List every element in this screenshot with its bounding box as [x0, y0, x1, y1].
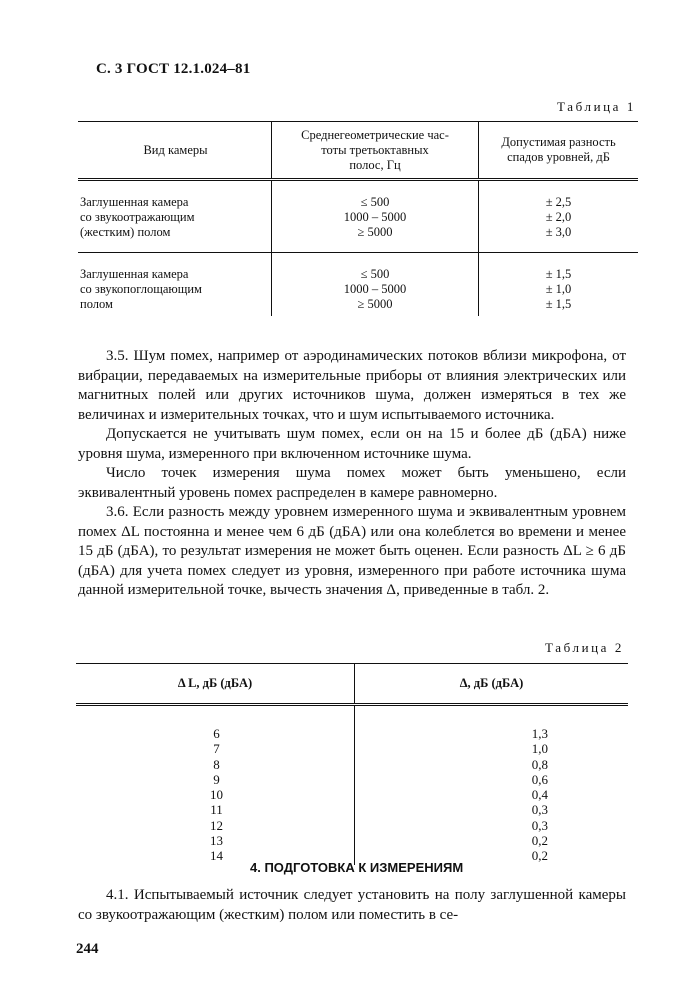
- table2-cell: 1,0: [531, 741, 548, 757]
- table1-cell-camera: Заглушенная камера со звукопоглощающим полом: [80, 267, 202, 311]
- table1-header-frequency: Среднегеометрические час- тоты третьоктавных полос, Гц: [272, 122, 479, 180]
- table2-cell: 9: [213, 771, 220, 787]
- table1-cell-camera: Заглушенная камера со звукоотражающим (жестким) полом: [78, 180, 272, 253]
- table2-cell: 0,2: [531, 833, 548, 849]
- table2-header-delta: Δ, дБ (дБА): [355, 664, 629, 705]
- table2-cell: 1,3: [531, 726, 548, 741]
- table2-cell: 7: [213, 741, 220, 757]
- table2-cell: 0,3: [531, 802, 548, 818]
- table2-cell: 0,2: [531, 848, 548, 864]
- paragraph-4-1: 4.1. Испытываемый источник следует установить на полу заглушенной камеры со звукоотражающим (жестким) полом или поместить в се-: [78, 887, 626, 923]
- table2-cell: 12: [210, 817, 223, 833]
- table2-cell: 13: [210, 833, 223, 849]
- table1-header-difference: Допустимая разность спадов уровней, дБ: [479, 122, 639, 180]
- table2-column-delta: [355, 705, 629, 865]
- table2-caption: Таблица 2: [545, 640, 624, 655]
- paragraph-3-6: 3.6. Если разность между уровнем измеренного шума и эквивалентным уровнем помех ΔL постоянна и менее чем 6 дБ (дБА) или она колеблется во времени и менее 15 дБ (дБА), то результат измерения не может быть оценен. Если разность ΔL ≥ 6 дБ (дБА) для учета помех следует из уровня, измеренного при работе источника шума данной измерительной точке, вычесть значения Δ, приведенные в табл. 2.: [78, 504, 626, 598]
- table1: [78, 121, 638, 316]
- table2-cell: 14: [210, 848, 223, 864]
- table2-cell: 0,8: [531, 756, 548, 772]
- body-text-section-4: [78, 886, 626, 925]
- table2-cell: 6: [213, 726, 220, 741]
- table1-cell-difference: ± 1,5 ± 1,0 ± 1,5: [479, 253, 639, 317]
- table-row: [78, 180, 638, 253]
- table1-caption: Таблица 1: [557, 99, 636, 114]
- paragraph-points-count: Число точек измерения шума помех может быть уменьшено, если эквивалентный уровень помех распределен в камере равномерно.: [78, 465, 626, 501]
- table-row: [78, 253, 638, 317]
- table1-header-camera: Вид камеры: [78, 122, 272, 180]
- table2-header-dl: Δ L, дБ (дБА): [76, 664, 355, 705]
- table1-cell-difference: ± 2,5 ± 2,0 ± 3,0: [479, 180, 639, 253]
- section-title: 4. ПОДГОТОВКА К ИЗМЕРЕНИЯМ: [250, 860, 464, 875]
- table-row: [76, 705, 628, 865]
- table1-cell-frequency: ≤ 500 1000 – 5000 ≥ 5000: [272, 180, 479, 253]
- table2-cell: 0,6: [531, 771, 548, 787]
- table2-cell: 0,3: [531, 817, 548, 833]
- page-number: 244: [76, 941, 99, 957]
- page-header: С. 3 ГОСТ 12.1.024–81: [96, 61, 251, 77]
- paragraph-3-5: 3.5. Шум помех, например от аэродинамических потоков вблизи микрофона, от вибрации, передаваемых на измерительные приборы от влияния электрических или магнитных полей или других источников шума, должен измеряться в тех же величинах и измерительных точках, что и шум испытываемого источника.: [78, 348, 626, 423]
- table2: [76, 663, 628, 865]
- table2-cell: 0,4: [531, 787, 548, 803]
- table2-column-dl: [76, 705, 355, 865]
- table1-cell-frequency: ≤ 500 1000 – 5000 ≥ 5000: [272, 253, 479, 317]
- body-text-section-3: [78, 347, 626, 601]
- paragraph-noise-ignore: Допускается не учитывать шум помех, если он на 15 и более дБ (дБА) ниже уровня шума, измеренного при включенном источнике шума.: [78, 426, 626, 462]
- table2-cell: 8: [213, 756, 220, 772]
- table2-cell: 11: [210, 802, 223, 818]
- table2-cell: 10: [210, 787, 223, 803]
